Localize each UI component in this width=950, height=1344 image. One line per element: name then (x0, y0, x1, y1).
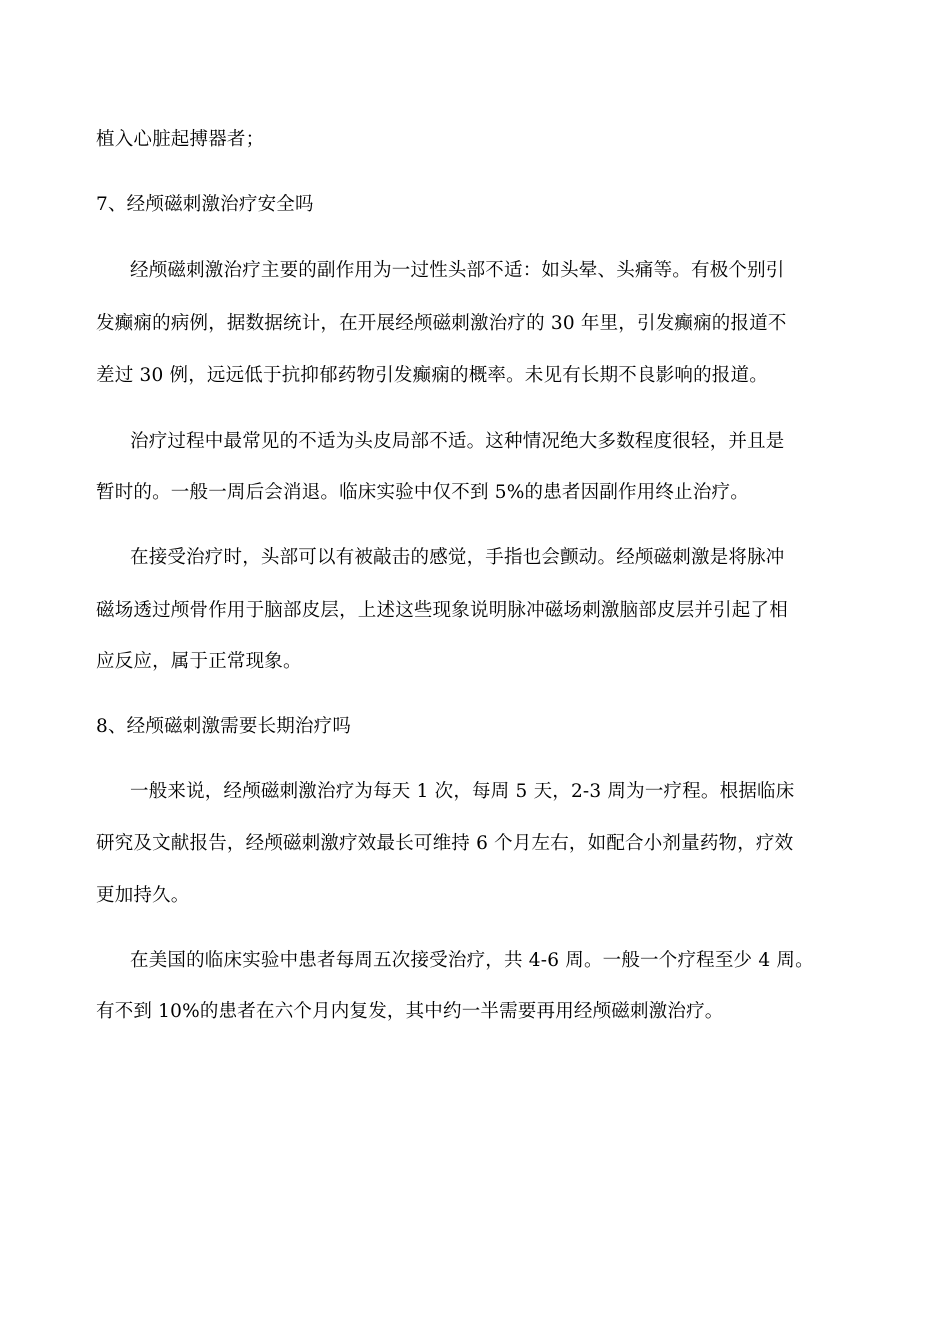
paragraph-line: 更加持久。 (96, 885, 190, 906)
paragraph-line: 应反应，属于正常现象。 (96, 651, 302, 672)
paragraph-line: 经颅磁刺激治疗主要的副作用为一过性头部不适：如头晕、头痛等。有极个别引 (130, 260, 785, 281)
list-item-pacemaker: 植入心脏起搏器者； (96, 129, 265, 150)
paragraph-line: 在美国的临床实验中患者每周五次接受治疗，共 4-6 周。一般一个疗程至少 4 周。 (130, 950, 814, 971)
paragraph-line: 暂时的。一般一周后会消退。临床实验中仅不到 5%的患者因副作用终止治疗。 (96, 482, 749, 503)
paragraph-line: 有不到 10%的患者在六个月内复发，其中约一半需要再用经颅磁刺激治疗。 (96, 1001, 724, 1022)
paragraph-line: 治疗过程中最常见的不适为头皮局部不适。这种情况绝大多数程度很轻，并且是 (130, 431, 785, 452)
paragraph-line: 研究及文献报告，经颅磁刺激疗效最长可维持 6 个月左右，如配合小剂量药物，疗效 (96, 833, 794, 854)
section-heading-7: 7、经颅磁刺激治疗安全吗 (96, 194, 314, 215)
section-heading-8: 8、经颅磁刺激需要长期治疗吗 (96, 716, 352, 737)
paragraph-line: 发癫痫的病例，据数据统计，在开展经颅磁刺激治疗的 30 年里，引发癫痫的报道不 (96, 313, 787, 334)
paragraph-line: 差过 30 例，远远低于抗抑郁药物引发癫痫的概率。未见有长期不良影响的报道。 (96, 365, 768, 386)
paragraph-line: 磁场透过颅骨作用于脑部皮层，上述这些现象说明脉冲磁场刺激脑部皮层并引起了相 (96, 600, 788, 621)
paragraph-line: 一般来说，经颅磁刺激治疗为每天 1 次，每周 5 天，2-3 周为一疗程。根据临床 (130, 781, 795, 802)
paragraph-line: 在接受治疗时，头部可以有被敲击的感觉，手指也会颤动。经颅磁刺激是将脉冲 (130, 547, 785, 568)
